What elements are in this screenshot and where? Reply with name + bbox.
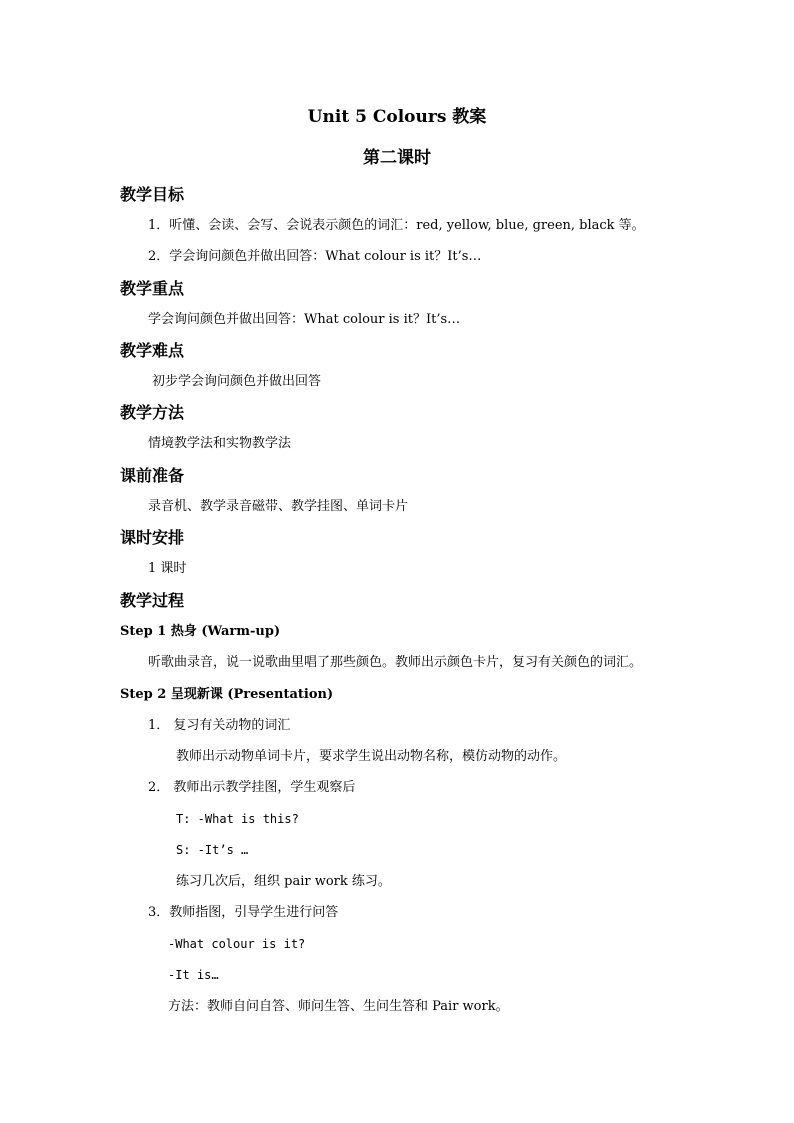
step2-item3-label: 3．教师指图，引导学生进行问答: [148, 905, 339, 920]
step2-title: Step 2 呈现新课 (Presentation): [120, 687, 334, 702]
schedule-text: 1 课时: [148, 561, 187, 576]
process-heading: 教学过程: [120, 591, 185, 610]
step2-item1-text: 教师出示动物单词卡片，要求学生说出动物名称，模仿动物的动作。: [176, 749, 567, 764]
document-subtitle: 第二课时: [363, 148, 431, 168]
schedule-heading: 课时安排: [120, 528, 185, 547]
methods-heading: 教学方法: [120, 403, 185, 422]
document-title: Unit 5 Colours 教案: [307, 107, 487, 127]
goal-item-1: 1．听懂、会读、会写、会说表示颜色的词汇：red, yellow, blue, green, black 等。: [148, 218, 645, 233]
methods-text: 情境教学法和实物教学法: [148, 436, 292, 451]
step1-title: Step 1 热身 (Warm-up): [120, 624, 281, 639]
goals-heading: 教学目标: [120, 185, 185, 204]
preparation-heading: 课前准备: [120, 466, 185, 485]
step2-item1-label: 1． 复习有关动物的词汇: [148, 718, 291, 733]
dialog-question-line: -What colour is it?: [168, 937, 306, 951]
dialog-answer-line: -It is…: [168, 968, 219, 982]
step2-item2-label: 2． 教师出示教学挂图，学生观察后: [148, 780, 356, 795]
difficulties-text: 初步学会询问颜色并做出回答: [152, 374, 322, 389]
step2-method-text: 方法：教师自问自答、师问生答、生问生答和 Pair work。: [168, 999, 509, 1014]
dialog-student-line: S: -It’s …: [176, 843, 249, 857]
dialog-teacher-line: T: -What is this?: [176, 812, 299, 826]
key-points-heading: 教学重点: [120, 279, 185, 298]
step1-text: 听歌曲录音，说一说歌曲里唱了那些颜色。教师出示颜色卡片，复习有关颜色的词汇。: [148, 655, 643, 670]
difficulties-heading: 教学难点: [120, 341, 185, 360]
key-points-text: 学会询问颜色并做出回答：What colour is it？It’s…: [148, 312, 461, 327]
goal-item-2: 2．学会询问颜色并做出回答：What colour is it？It’s…: [148, 249, 482, 264]
step2-item2-practice: 练习几次后，组织 pair work 练习。: [176, 874, 391, 889]
preparation-text: 录音机、教学录音磁带、教学挂图、单词卡片: [148, 499, 409, 514]
